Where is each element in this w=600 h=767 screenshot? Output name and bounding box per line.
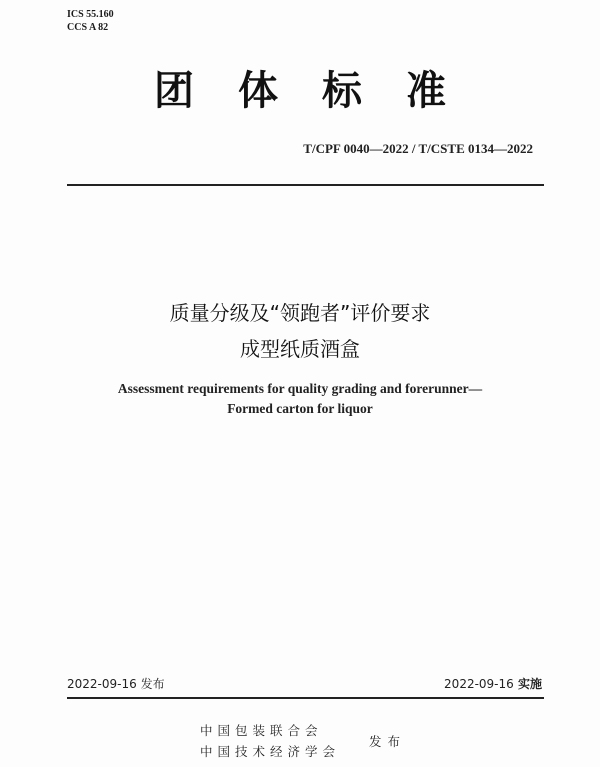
issue-date-value: 2022-09-16: [67, 677, 137, 691]
publisher-issue-label: 发布: [369, 734, 407, 749]
implementation-date: [444, 675, 542, 692]
bottom-divider: [67, 697, 544, 699]
implementation-date-value: 2022-09-16: [444, 677, 514, 691]
ccs-code: CCS A 82: [67, 22, 109, 33]
chinese-title-line-1: 质量分级及“领跑者”评价要求: [169, 301, 431, 325]
ics-code: ICS 55.160: [67, 9, 114, 20]
standard-number: T/CPF 0040—2022 / T/CSTE 0134—2022: [303, 141, 533, 156]
publisher-org-2: 中国技术经济学会: [200, 744, 341, 759]
document-category-title: 团体标准: [154, 68, 490, 114]
classification-codes: [67, 8, 114, 34]
publisher-org-1: 中国包装联合会: [200, 723, 323, 738]
top-divider: [67, 184, 544, 186]
english-title-line-1: Assessment requirements for quality grading and forerunner—: [117, 381, 483, 396]
issue-date: [67, 675, 165, 692]
issue-date-label: 发布: [140, 677, 165, 691]
english-title-line-2: Formed carton for liquor: [227, 401, 373, 416]
implementation-date-label: 实施: [517, 677, 542, 691]
chinese-title-line-2: 成型纸质酒盒: [240, 337, 360, 361]
